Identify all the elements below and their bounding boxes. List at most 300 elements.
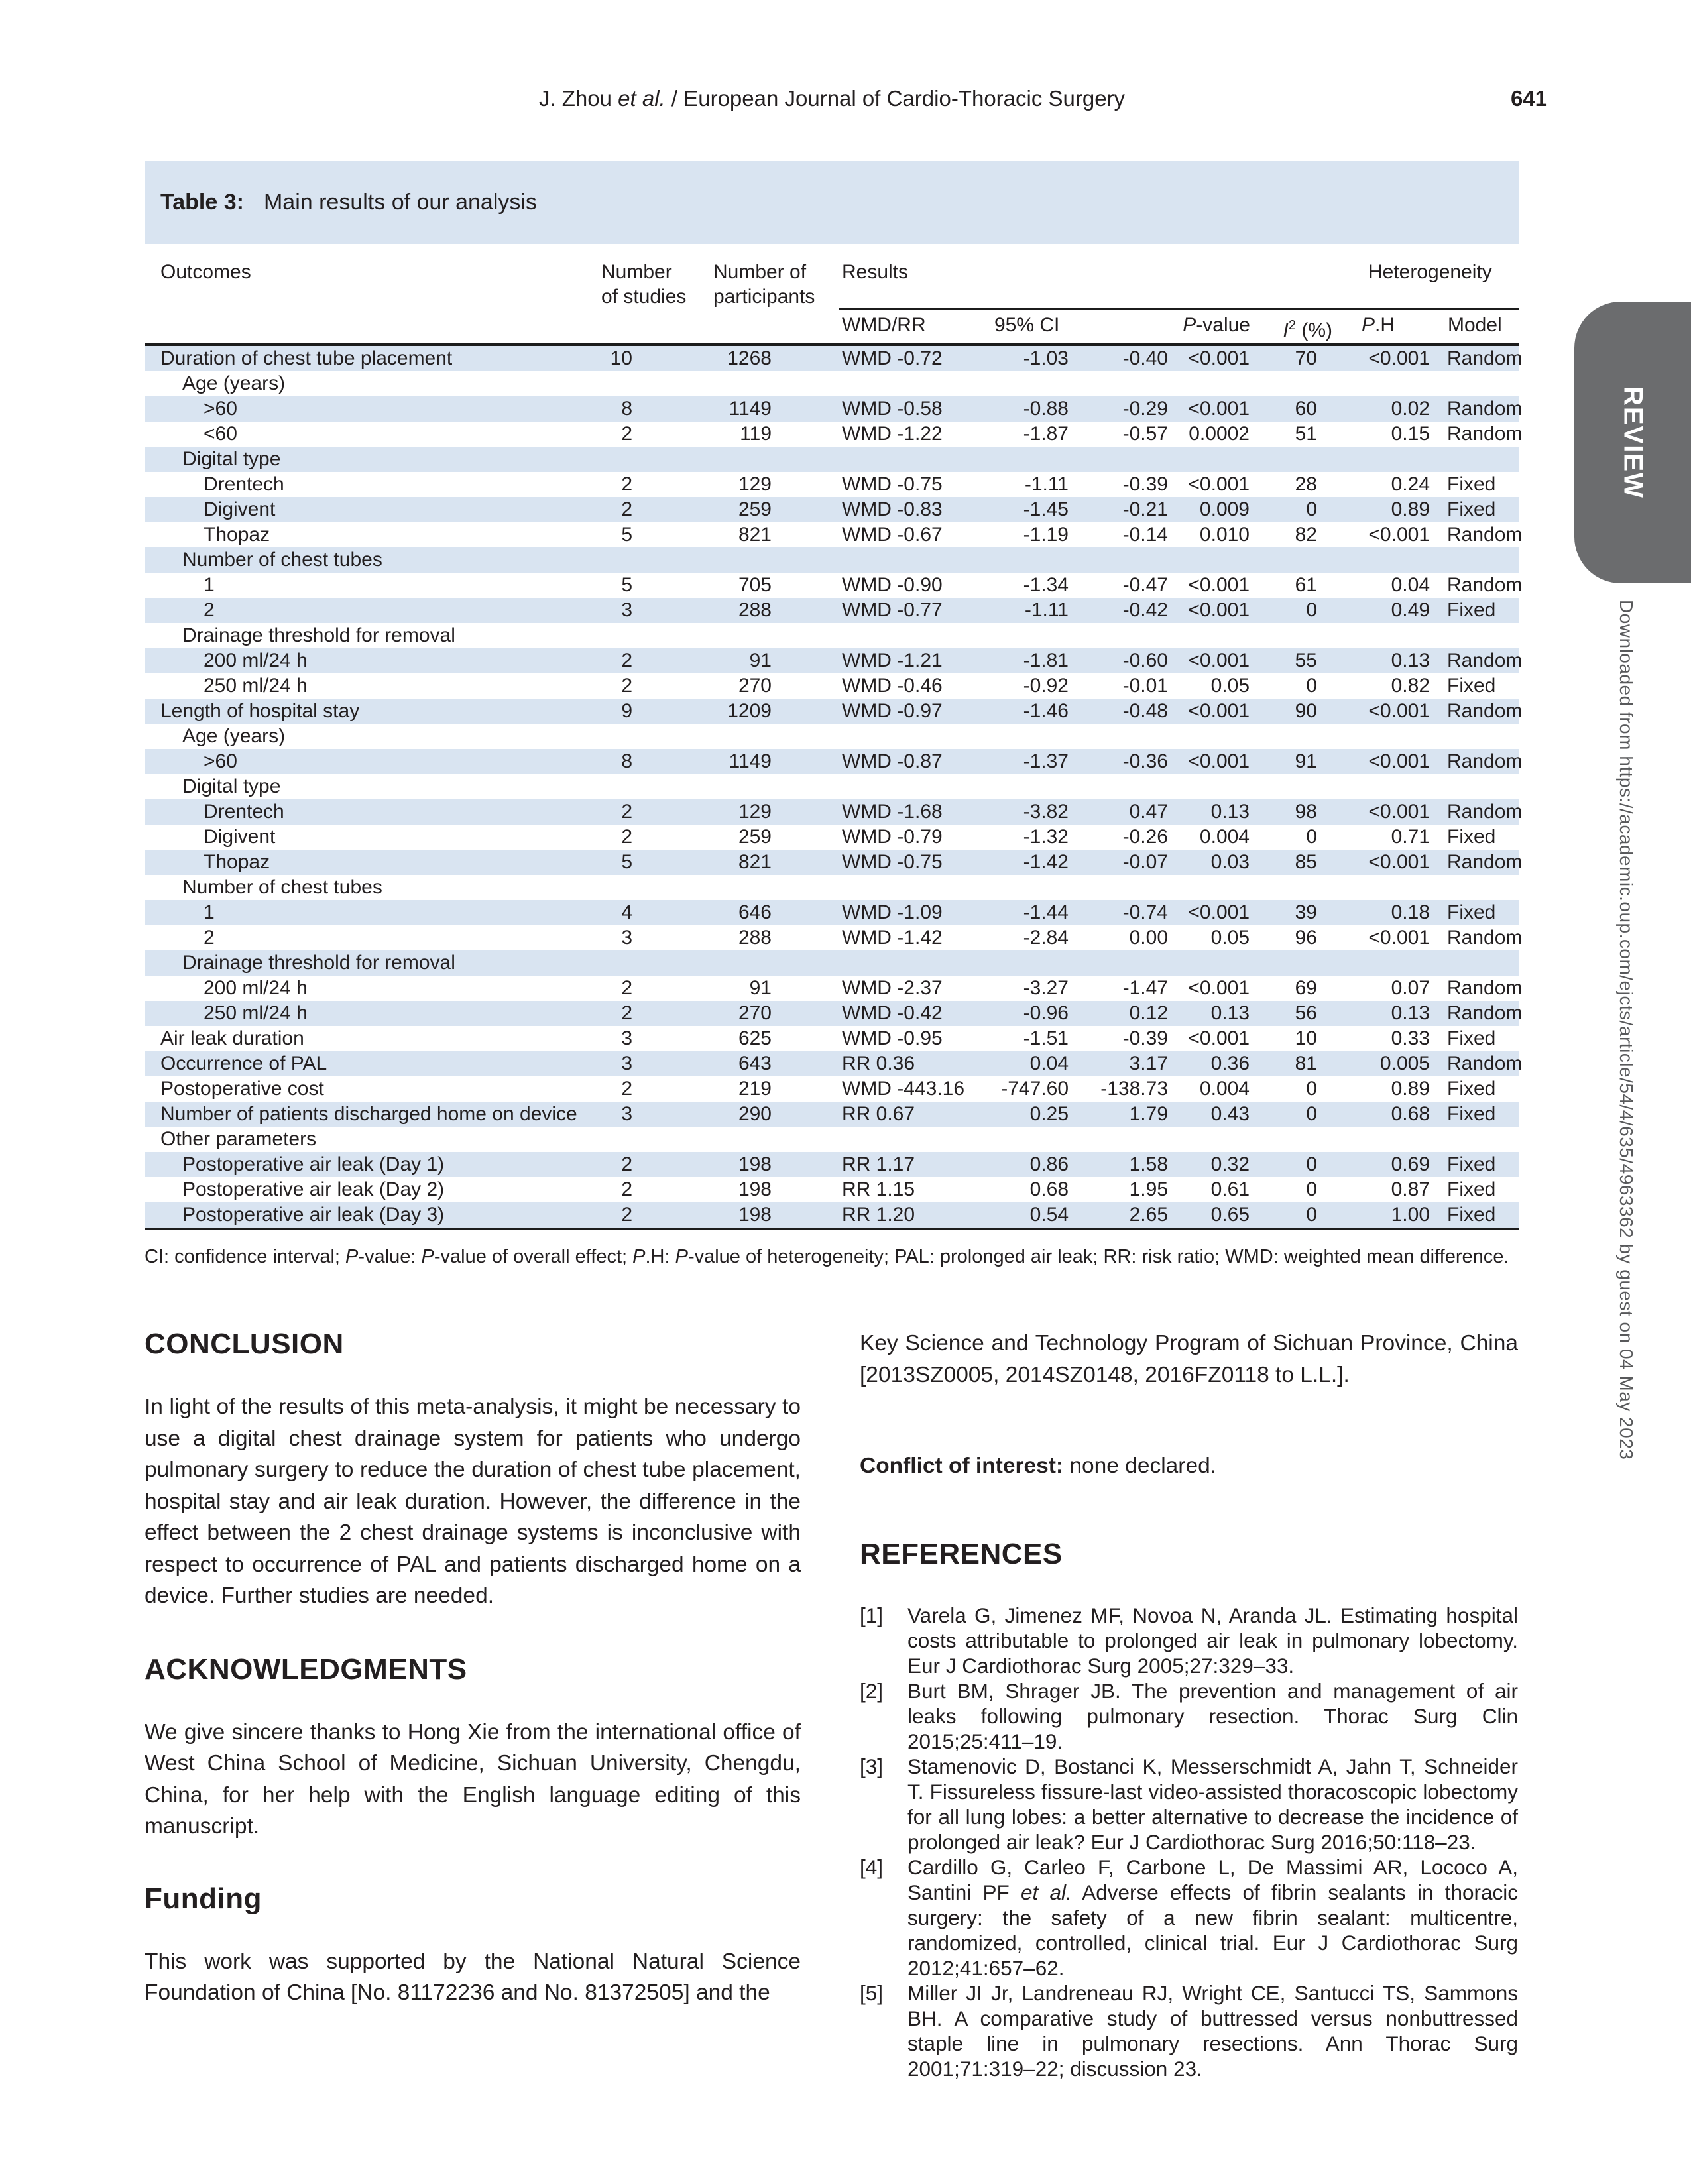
subcolumn-ci: 95% CI	[994, 314, 1060, 336]
row-cell: WMD -1.21	[842, 650, 943, 671]
row-cell: 2	[621, 1204, 632, 1226]
reference-number: [3]	[860, 1754, 884, 1778]
row-cell: 0.07	[1391, 977, 1430, 999]
row-cell: -1.32	[1023, 826, 1069, 848]
row-cell: -0.48	[1122, 700, 1168, 722]
table-footnote: CI: confidence interval; P-value: P-value of overall effect; P.H: P-value of heterogeneity; PAL: prolonged air leak; RR: risk ratio; WMD: weighted mean difference.	[145, 1246, 1509, 1267]
row-cell: 98	[1295, 801, 1317, 823]
row-cell: <0.001	[1188, 599, 1250, 621]
row-cell: WMD -2.37	[842, 977, 943, 999]
row-cell: 5	[621, 574, 632, 596]
row-cell: -1.42	[1023, 851, 1069, 873]
funding-heading: Funding	[145, 1882, 262, 1915]
row-cell: <0.001	[1188, 574, 1250, 596]
row-cell: 0.13	[1391, 650, 1430, 671]
row-cell: <0.001	[1368, 524, 1430, 546]
row-cell: Fixed	[1447, 1103, 1496, 1125]
table-row	[145, 396, 1523, 422]
table-rows	[145, 346, 1523, 1230]
row-cell: 821	[738, 851, 772, 873]
row-cell: -0.47	[1122, 574, 1168, 596]
row-cell: 198	[738, 1204, 772, 1226]
subcolumn-ph: P.H	[1362, 314, 1395, 336]
row-cell: 60	[1295, 398, 1317, 420]
row-cell: 2	[621, 1153, 632, 1175]
row-cell: 5	[621, 524, 632, 546]
row-cell: 0	[1306, 599, 1317, 621]
row-cell: <0.001	[1188, 750, 1250, 772]
row-cell: -0.21	[1122, 498, 1168, 520]
row-label: 250 ml/24 h	[204, 1002, 308, 1024]
row-cell: -0.92	[1023, 675, 1069, 697]
reference-item	[860, 1855, 1518, 1981]
row-cell: -1.44	[1023, 901, 1069, 923]
row-cell: 0.010	[1199, 524, 1250, 546]
row-cell: 2	[621, 473, 632, 495]
conflict-text: none declared.	[1063, 1454, 1217, 1478]
table-row	[145, 950, 1519, 976]
row-label: Thopaz	[204, 524, 270, 546]
row-cell: <0.001	[1368, 801, 1430, 823]
row-cell: 91	[749, 977, 772, 999]
row-cell: 0	[1306, 826, 1317, 848]
column-header-participants: Number of participants	[713, 261, 815, 308]
page-number: 641	[1510, 86, 1547, 111]
download-provenance-text: Downloaded from https://academic.oup.com/ejcts/article/54/4/635/4963362 by guest on 04 May 2023	[1616, 600, 1637, 1460]
row-cell: WMD -0.95	[842, 1027, 943, 1049]
row-cell: 0.82	[1391, 675, 1430, 697]
row-cell: -1.81	[1023, 650, 1069, 671]
row-cell: <0.001	[1368, 851, 1430, 873]
row-cell: Fixed	[1447, 473, 1496, 495]
row-cell: -0.07	[1122, 851, 1168, 873]
row-cell: <0.001	[1188, 977, 1250, 999]
row-cell: <0.001	[1188, 473, 1250, 495]
row-cell: 0.005	[1379, 1053, 1430, 1074]
row-label: Digital type	[182, 776, 281, 797]
row-cell: 56	[1295, 1002, 1317, 1024]
row-cell: 0	[1306, 1103, 1317, 1125]
row-cell: RR 0.67	[842, 1103, 915, 1125]
reference-number: [5]	[860, 1981, 884, 2005]
row-cell: 0.05	[1210, 675, 1250, 697]
row-cell: 0.43	[1210, 1103, 1250, 1125]
row-cell: RR 1.15	[842, 1178, 915, 1200]
left-text-column	[145, 1328, 801, 2009]
column-group-heterogeneity: Heterogeneity	[1368, 261, 1492, 283]
row-cell: 0.86	[1029, 1153, 1069, 1175]
row-label: Air leak duration	[160, 1027, 304, 1049]
row-label: Drainage threshold for removal	[182, 952, 455, 974]
table-row	[145, 522, 1523, 547]
row-cell: 0.89	[1391, 498, 1430, 520]
row-label: Other parameters	[160, 1128, 317, 1150]
row-cell: 646	[738, 901, 772, 923]
row-cell: 119	[740, 423, 772, 445]
row-cell: 4	[621, 901, 632, 923]
running-head	[145, 86, 1547, 117]
reference-number: [1]	[860, 1603, 884, 1627]
row-cell: WMD -0.77	[842, 599, 943, 621]
funding-paragraph-left: This work was supported by the National Natural Science Foundation of China [No. 81172236 and No. 81372505] and the	[145, 1949, 801, 2005]
row-cell: 1149	[729, 750, 772, 772]
row-cell: 0.61	[1210, 1178, 1250, 1200]
reference-item	[860, 1678, 1518, 1754]
row-cell: 290	[738, 1103, 772, 1125]
subcolumn-wmd-rr: WMD/RR	[842, 314, 926, 336]
row-cell: 0.49	[1391, 599, 1430, 621]
row-cell: -747.60	[1001, 1078, 1069, 1100]
running-title: J. Zhou et al. / European Journal of Cardio-Thoracic Surgery	[538, 86, 1126, 111]
references-heading: REFERENCES	[860, 1538, 1063, 1570]
table-row	[145, 1026, 1519, 1051]
row-cell: 0.25	[1029, 1103, 1069, 1125]
table-row	[145, 547, 1519, 573]
row-cell: Random	[1447, 650, 1523, 671]
row-cell: 0	[1306, 1078, 1317, 1100]
row-cell: -1.34	[1023, 574, 1069, 596]
row-cell: 2	[621, 826, 632, 848]
row-cell: -0.42	[1122, 599, 1168, 621]
table-row	[145, 673, 1519, 699]
row-cell: 0	[1306, 1153, 1317, 1175]
row-cell: RR 1.20	[842, 1204, 915, 1226]
row-cell: 90	[1295, 700, 1317, 722]
row-cell: 643	[738, 1053, 772, 1074]
table-row	[145, 1202, 1519, 1228]
reference-number: [2]	[860, 1679, 884, 1703]
row-cell: 3	[621, 1053, 632, 1074]
acknowledgments-heading: ACKNOWLEDGMENTS	[145, 1652, 467, 1686]
table-title: Main results of our analysis	[263, 190, 537, 215]
table-row	[145, 573, 1523, 598]
row-cell: 0.13	[1391, 1002, 1430, 1024]
row-cell: WMD -0.58	[842, 398, 943, 420]
row-cell: 625	[738, 1027, 772, 1049]
row-cell: -3.82	[1023, 801, 1069, 823]
row-cell: 82	[1295, 524, 1317, 546]
row-cell: 9	[621, 700, 632, 722]
table-row	[145, 1051, 1523, 1076]
row-cell: 0.69	[1391, 1153, 1430, 1175]
row-cell: -138.73	[1100, 1078, 1168, 1100]
row-cell: WMD -1.68	[842, 801, 943, 823]
row-label: 200 ml/24 h	[204, 650, 308, 671]
row-cell: WMD -0.79	[842, 826, 943, 848]
subcolumn-i2: $I^2$ (%)	[1283, 318, 1332, 341]
row-cell: 0.32	[1210, 1153, 1250, 1175]
row-cell: <0.001	[1188, 1027, 1250, 1049]
row-cell: Fixed	[1447, 599, 1496, 621]
reference-number: [4]	[860, 1855, 884, 1879]
row-cell: 3	[621, 1103, 632, 1125]
row-cell: 0.68	[1391, 1103, 1430, 1125]
row-cell: RR 1.17	[842, 1153, 915, 1175]
table-row	[145, 648, 1523, 673]
table-row	[145, 774, 1519, 799]
row-cell: 0.54	[1029, 1204, 1069, 1226]
row-cell: 55	[1295, 650, 1317, 671]
row-cell: 0.009	[1199, 498, 1250, 520]
row-cell: -1.11	[1024, 473, 1069, 495]
row-cell: 0	[1306, 498, 1317, 520]
row-label: Length of hospital stay	[160, 700, 360, 722]
row-cell: -0.57	[1122, 423, 1168, 445]
row-cell: 0.03	[1210, 851, 1250, 873]
table-row	[145, 472, 1519, 497]
row-label: Postoperative cost	[160, 1078, 324, 1100]
row-cell: Random	[1447, 347, 1523, 369]
row-cell: 51	[1295, 423, 1317, 445]
row-cell: WMD -443.16	[842, 1078, 965, 1100]
row-label: Drainage threshold for removal	[182, 624, 455, 646]
table-row	[145, 497, 1519, 522]
table-row	[145, 447, 1519, 472]
table-row	[145, 1102, 1519, 1127]
row-cell: Fixed	[1447, 1078, 1496, 1100]
row-cell: -2.84	[1023, 927, 1069, 948]
row-cell: 0.004	[1199, 1078, 1250, 1100]
row-cell: 0.12	[1129, 1002, 1168, 1024]
row-cell: Fixed	[1447, 1204, 1496, 1226]
row-label: Number of chest tubes	[182, 549, 382, 571]
row-cell: -0.40	[1122, 347, 1168, 369]
table-header	[145, 244, 1519, 346]
row-cell: -0.36	[1122, 750, 1168, 772]
table-row	[145, 799, 1523, 825]
review-section-tab	[1574, 302, 1691, 583]
column-header-studies: Number of studies	[601, 261, 687, 308]
row-cell: 0.68	[1029, 1178, 1069, 1200]
row-cell: 288	[738, 599, 772, 621]
row-cell: 2	[621, 1002, 632, 1024]
reference-text: Miller JI Jr, Landreneau RJ, Wright CE, Santucci TS, Sammons BH. A comparative study of buttressed versus nonbuttressed staple line in pulmonary resections. Ann Thorac Surg 2001;71:319–22; discussion 23.	[907, 1981, 1518, 2081]
row-cell: 288	[738, 927, 772, 948]
row-cell: 1268	[727, 347, 772, 369]
table-number-label: Table 3:	[160, 190, 244, 215]
row-cell: <0.001	[1188, 347, 1250, 369]
row-cell: -1.47	[1122, 977, 1168, 999]
row-cell: <0.001	[1188, 398, 1250, 420]
row-cell: -0.39	[1122, 473, 1168, 495]
row-cell: 69	[1295, 977, 1317, 999]
row-cell: -0.29	[1122, 398, 1168, 420]
row-cell: Fixed	[1447, 1153, 1496, 1175]
row-cell: WMD -0.83	[842, 498, 943, 520]
table-row	[145, 925, 1523, 950]
row-cell: 2	[621, 650, 632, 671]
row-cell: 2	[621, 977, 632, 999]
subcolumn-model: Model	[1448, 314, 1502, 336]
row-cell: 219	[738, 1078, 772, 1100]
row-cell: Random	[1447, 524, 1523, 546]
table-row	[145, 724, 1519, 749]
row-cell: 198	[738, 1153, 772, 1175]
row-cell: -1.37	[1023, 750, 1069, 772]
row-label: Duration of chest tube placement	[160, 347, 453, 369]
row-cell: 0.05	[1210, 927, 1250, 948]
row-cell: -1.45	[1023, 498, 1069, 520]
row-cell: 70	[1295, 347, 1317, 369]
table-row	[145, 1076, 1519, 1102]
row-cell: 0.18	[1391, 901, 1430, 923]
row-label: 1	[204, 574, 215, 596]
row-cell: <0.001	[1368, 750, 1430, 772]
row-cell: WMD -0.90	[842, 574, 943, 596]
row-cell: 0.47	[1129, 801, 1168, 823]
row-cell: 61	[1295, 574, 1317, 596]
row-cell: -1.03	[1023, 347, 1069, 369]
row-cell: Random	[1447, 398, 1523, 420]
row-cell: 0.004	[1199, 826, 1250, 848]
table-row	[145, 1152, 1519, 1177]
row-cell: WMD -0.97	[842, 700, 943, 722]
right-text-column	[860, 1328, 1518, 2081]
row-cell: 0.87	[1391, 1178, 1430, 1200]
row-cell: -0.74	[1122, 901, 1168, 923]
table-row	[145, 1127, 1519, 1152]
row-cell: -0.01	[1122, 675, 1168, 697]
row-cell: Random	[1447, 750, 1523, 772]
row-cell: Fixed	[1447, 901, 1496, 923]
row-cell: <0.001	[1188, 650, 1250, 671]
row-cell: Random	[1447, 1053, 1523, 1074]
row-label: Occurrence of PAL	[160, 1053, 327, 1074]
row-cell: 1.58	[1129, 1153, 1168, 1175]
row-cell: 270	[738, 1002, 772, 1024]
heterogeneity-group-rule	[1362, 308, 1519, 310]
review-tab-label: REVIEW	[1618, 386, 1648, 499]
row-cell: 1.79	[1129, 1103, 1168, 1125]
row-cell: Random	[1447, 574, 1523, 596]
row-cell: 0.15	[1391, 423, 1430, 445]
row-cell: 5	[621, 851, 632, 873]
row-cell: 259	[738, 498, 772, 520]
row-cell: 3	[621, 927, 632, 948]
row-cell: 0.00	[1129, 927, 1168, 948]
row-cell: 3	[621, 599, 632, 621]
table-row	[145, 825, 1519, 850]
column-group-results: Results	[842, 261, 909, 283]
row-cell: 129	[738, 473, 772, 495]
row-cell: WMD -0.75	[842, 473, 943, 495]
row-label: >60	[204, 750, 237, 772]
row-cell: 0	[1306, 1204, 1317, 1226]
column-header-outcomes: Outcomes	[160, 261, 251, 283]
row-label: Number of chest tubes	[182, 876, 382, 898]
table-title-band	[145, 161, 1519, 244]
row-cell: WMD -0.75	[842, 851, 943, 873]
row-cell: 0.24	[1391, 473, 1430, 495]
row-cell: 28	[1295, 473, 1317, 495]
row-cell: -1.51	[1023, 1027, 1069, 1049]
row-cell: WMD -0.42	[842, 1002, 943, 1024]
row-cell: -1.11	[1024, 599, 1069, 621]
table-row	[145, 976, 1523, 1001]
row-label: 1	[204, 901, 215, 923]
row-cell: 8	[621, 398, 632, 420]
results-group-rule	[839, 308, 1364, 310]
table-row	[145, 1001, 1523, 1026]
row-label: Thopaz	[204, 851, 270, 873]
row-cell: 0.04	[1391, 574, 1430, 596]
row-cell: 2	[621, 1178, 632, 1200]
row-cell: 8	[621, 750, 632, 772]
row-label: Digivent	[204, 498, 276, 520]
row-cell: 0.36	[1210, 1053, 1250, 1074]
row-cell: WMD -0.72	[842, 347, 943, 369]
row-cell: -0.14	[1122, 524, 1168, 546]
row-cell: 91	[1295, 750, 1317, 772]
row-label: 2	[204, 599, 215, 621]
row-cell: 2	[621, 801, 632, 823]
row-cell: WMD -1.09	[842, 901, 943, 923]
row-cell: -0.60	[1122, 650, 1168, 671]
row-cell: <0.001	[1188, 700, 1250, 722]
table-row	[145, 623, 1519, 648]
table-row	[145, 346, 1523, 371]
row-cell: Fixed	[1447, 1178, 1496, 1200]
row-cell: 259	[738, 826, 772, 848]
table-row	[145, 749, 1523, 774]
row-cell: 0.13	[1210, 801, 1250, 823]
row-label: Digital type	[182, 448, 281, 470]
row-cell: 0.02	[1391, 398, 1430, 420]
table-row	[145, 371, 1519, 396]
row-label: Number of patients discharged home on device	[160, 1103, 577, 1125]
row-cell: 3	[621, 1027, 632, 1049]
table-row	[145, 1177, 1519, 1202]
reference-list	[860, 1603, 1518, 2081]
row-label: 2	[204, 927, 215, 948]
row-cell: 10	[1295, 1027, 1317, 1049]
acknowledgments-paragraph: We give sincere thanks to Hong Xie from the international office of West China School of Medicine, Sichuan University, Chengdu, China, for her help with the English language editing of this manuscript.	[145, 1719, 801, 1839]
row-label: Postoperative air leak (Day 3)	[182, 1204, 445, 1226]
row-cell: 198	[738, 1178, 772, 1200]
row-cell: -0.96	[1023, 1002, 1069, 1024]
table-row	[145, 900, 1519, 925]
row-cell: 0	[1306, 1178, 1317, 1200]
reference-item	[860, 1603, 1518, 1678]
table-row	[145, 422, 1523, 447]
table-row	[145, 699, 1523, 724]
row-cell: Fixed	[1447, 675, 1496, 697]
row-cell: Random	[1447, 423, 1523, 445]
row-cell: 3.17	[1129, 1053, 1168, 1074]
row-cell: 1149	[729, 398, 772, 420]
row-label: Drentech	[204, 801, 284, 823]
row-cell: Random	[1447, 801, 1523, 823]
row-cell: Random	[1447, 927, 1523, 948]
row-label: 250 ml/24 h	[204, 675, 308, 697]
row-label: Drentech	[204, 473, 284, 495]
table-row	[145, 598, 1519, 623]
row-cell: -1.87	[1023, 423, 1069, 445]
row-cell: 0.04	[1029, 1053, 1069, 1074]
conclusion-paragraph: In light of the results of this meta-analysis, it might be necessary to use a digital chest drainage system for patients who undergo pulmonary surgery to reduce the duration of chest tube placement, hospital stay and air leak duration. However, the difference in the effect between the 2 chest drainage systems is inconclusive with respect to occurrence of PAL and patients discharged home on a device. Further studies are needed.	[145, 1395, 801, 1608]
row-cell: 91	[749, 650, 772, 671]
reference-text: Burt BM, Shrager JB. The prevention and management of air leaks following pulmonary resection. Thorac Surg Clin 2015;25:411–19.	[907, 1679, 1518, 1753]
row-cell: -0.88	[1023, 398, 1069, 420]
row-cell: <0.001	[1368, 347, 1430, 369]
row-cell: 0.71	[1391, 826, 1430, 848]
row-cell: -0.26	[1122, 826, 1168, 848]
row-cell: 270	[738, 675, 772, 697]
table-row	[145, 850, 1523, 875]
reference-item	[860, 1981, 1518, 2081]
subcolumn-p-value: P-value	[1183, 314, 1250, 336]
row-cell: 39	[1295, 901, 1317, 923]
